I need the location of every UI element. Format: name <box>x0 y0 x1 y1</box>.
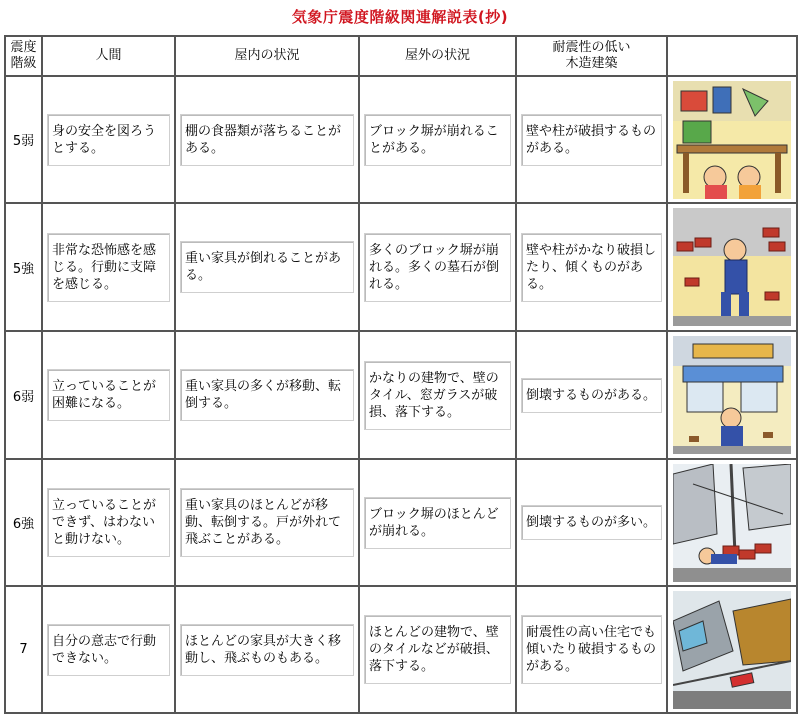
picture-cell <box>667 203 797 331</box>
crawling-person-illustration <box>673 464 791 582</box>
table-shelter-illustration <box>673 81 791 199</box>
table-row <box>5 459 797 586</box>
picture-cell <box>667 459 797 586</box>
table-row <box>5 203 797 331</box>
indoor-text: 重い家具が倒れることがある。 <box>180 241 354 293</box>
wooden-cell <box>516 203 667 331</box>
person-cell <box>42 459 175 586</box>
outdoor-cell <box>359 203 516 331</box>
outdoor-cell <box>359 586 516 713</box>
level-cell: 7 <box>5 586 42 713</box>
indoor-cell <box>175 331 359 459</box>
header-person: 人間 <box>42 36 175 76</box>
outdoor-cell <box>359 459 516 586</box>
person-text: 非常な恐怖感を感じる。行動に支障を感じる。 <box>47 233 170 302</box>
person-text: 身の安全を図ろうとする。 <box>47 114 170 166</box>
outdoor-text: 多くのブロック塀が崩れる。多くの墓石が倒れる。 <box>364 233 511 302</box>
indoor-cell <box>175 586 359 713</box>
header-outdoor: 屋外の状況 <box>359 36 516 76</box>
wooden-text: 耐震性の高い住宅でも傾いたり破損するものがある。 <box>521 615 662 684</box>
person-cell <box>42 586 175 713</box>
wooden-cell <box>516 586 667 713</box>
picture-cell <box>667 586 797 713</box>
indoor-cell <box>175 203 359 331</box>
table-row <box>5 586 797 713</box>
shop-damage-illustration <box>673 336 791 454</box>
indoor-text: ほとんどの家具が大きく移動し、飛ぶものもある。 <box>180 624 354 676</box>
person-cell <box>42 203 175 331</box>
header-indoor: 屋内の状況 <box>175 36 359 76</box>
person-text: 立っていることが困難になる。 <box>47 369 170 421</box>
person-cell <box>42 331 175 459</box>
wall-collapse-illustration <box>673 208 791 326</box>
wooden-cell <box>516 459 667 586</box>
page-title: 気象庁震度階級関連解説表(抄) <box>291 8 509 26</box>
indoor-text: 重い家具のほとんどが移動、転倒する。戸が外れて飛ぶことがある。 <box>180 488 354 557</box>
indoor-text: 棚の食器類が落ちることがある。 <box>180 114 354 166</box>
outdoor-text: かなりの建物で、壁のタイル、窓ガラスが破損、落下する。 <box>364 361 511 430</box>
outdoor-cell <box>359 331 516 459</box>
person-cell <box>42 76 175 203</box>
outdoor-text: ほとんどの建物で、壁のタイルなどが破損、落下する。 <box>364 615 511 684</box>
wooden-text: 倒壊するものがある。 <box>521 378 662 413</box>
level-cell: 6弱 <box>5 331 42 459</box>
intensity-table <box>4 35 798 714</box>
wooden-text: 壁や柱がかなり破損したり、傾くものがある。 <box>521 233 662 302</box>
header-picture <box>667 36 797 76</box>
wooden-text: 壁や柱が破損するものがある。 <box>521 114 662 166</box>
header-row <box>5 36 797 76</box>
outdoor-text: ブロック塀のほとんどが崩れる。 <box>364 497 511 549</box>
picture-cell <box>667 76 797 203</box>
wooden-text: 倒壊するものが多い。 <box>521 505 662 540</box>
level-cell: 6強 <box>5 459 42 586</box>
wooden-cell <box>516 331 667 459</box>
collapsed-buildings-illustration <box>673 591 791 709</box>
table-row <box>5 331 797 459</box>
outdoor-cell <box>359 76 516 203</box>
picture-cell <box>667 331 797 459</box>
person-text: 自分の意志で行動できない。 <box>47 624 170 676</box>
person-text: 立っていることができず、はわないと動けない。 <box>47 488 170 557</box>
indoor-text: 重い家具の多くが移動、転倒する。 <box>180 369 354 421</box>
wooden-cell <box>516 76 667 203</box>
header-wooden: 耐震性の低い 木造建築 <box>516 36 667 76</box>
outdoor-text: ブロック塀が崩れることがある。 <box>364 114 511 166</box>
table-row <box>5 76 797 203</box>
indoor-cell <box>175 459 359 586</box>
level-cell: 5弱 <box>5 76 42 203</box>
header-level: 震度階級 <box>5 36 42 76</box>
level-cell: 5強 <box>5 203 42 331</box>
indoor-cell <box>175 76 359 203</box>
